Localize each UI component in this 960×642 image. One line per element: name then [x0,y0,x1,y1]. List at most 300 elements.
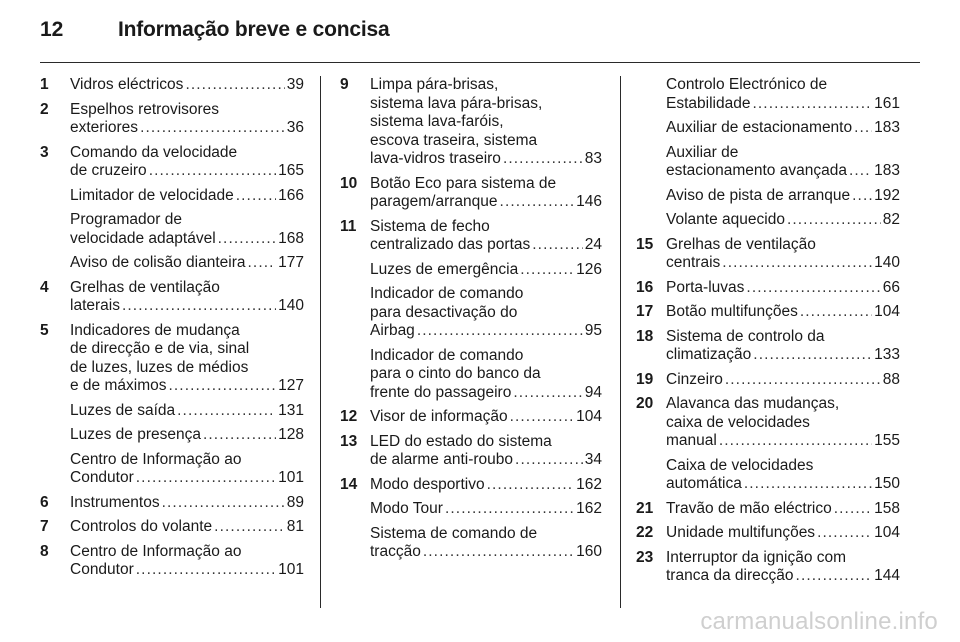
entry-text-line: frente do passageiro [370,383,512,401]
index-entry [636,395,900,451]
entry-page-ref[interactable]: 126 [576,260,602,278]
index-entry [636,119,900,138]
dot-leader [214,518,285,537]
entry-page-ref[interactable]: 95 [584,322,602,339]
entry-body [70,254,304,273]
entry-number: 2 [40,100,49,118]
entry-number [636,76,666,113]
entry-text-line: Interruptor da ignição com [666,548,847,566]
entry-page-ref[interactable]: 168 [278,229,304,247]
entry-body [370,525,602,562]
entry-last-line [370,236,602,255]
entry-body [70,187,304,206]
entry-text-line: paragem/arranque [370,193,498,210]
entry-page-ref[interactable]: 192 [874,186,900,204]
dot-leader [248,254,277,273]
entry-text-line: Controlo Electrónico de [666,76,828,93]
dot-leader [136,561,276,580]
entry-body [70,426,304,445]
entry-page-ref[interactable]: 146 [576,193,602,210]
entry-last-line [70,119,304,138]
entry-body [70,76,304,95]
entry-page-ref[interactable]: 34 [584,451,602,468]
entry-text-line: Porta-luvas [666,278,745,296]
dot-leader [487,476,575,495]
index-entry [636,303,900,322]
entry-text-line: Indicadores de mudança [70,321,240,339]
entry-page-ref[interactable]: 155 [874,432,900,449]
entry-text-line: Aviso de colisão dianteira [70,254,246,271]
entry-last-line [370,476,602,495]
entry-text-line: Aviso de pista de arranque [666,186,851,204]
entry-number: 12 [340,408,358,425]
entry-number: 15 [636,235,654,253]
dot-leader [800,303,872,322]
entry-page-ref[interactable]: 83 [584,150,602,167]
entry-last-line [70,561,304,580]
entry-number: 11 [340,217,357,235]
entry-text-line: Travão de mão eléctrico [666,499,832,517]
dot-leader [852,187,872,206]
entry-text-line: Limpa pára-brisas, [370,76,499,93]
entry-number [636,457,666,494]
entry-last-line [70,402,304,421]
entry-page-ref[interactable]: 161 [874,94,900,112]
dot-leader [136,469,276,488]
entry-text-line: Modo desportivo [370,475,485,493]
entry-number [40,402,70,421]
entry-body [370,500,602,519]
entry-number [340,347,370,403]
entry-text-line: Luzes de emergência [370,260,519,278]
entry-page-ref[interactable]: 160 [576,543,602,560]
dot-leader [500,193,575,212]
entry-text-line: Grelhas de ventilação [70,278,220,296]
entry-number [40,211,70,248]
entry-page-ref[interactable]: 162 [576,475,602,493]
index-column-2 [340,76,602,568]
entry-body [370,433,602,470]
entry-text-line: Visor de informação [370,408,508,425]
entry-last-line [666,346,900,365]
entry-text-line: manual [666,432,717,449]
entry-body [666,144,900,181]
entry-text-line: Vidros eléctricos [70,76,184,93]
index-entry [40,76,304,95]
index-entry [40,101,304,138]
entry-page-ref[interactable]: 24 [584,236,602,253]
entry-page-ref[interactable]: 89 [286,493,304,511]
entry-text-line: Luzes de presença [70,426,201,443]
entry-body [70,543,304,580]
dot-leader [746,279,880,298]
entry-body [70,101,304,138]
entry-page-ref[interactable]: 82 [882,211,900,228]
entry-last-line [70,518,304,537]
index-entry [340,433,602,470]
entry-body [666,549,900,586]
entry-body [370,285,602,341]
entry-text-line: automática [666,475,742,492]
entry-text-line: Programador de [70,211,183,228]
entry-page-ref[interactable]: 133 [874,346,900,363]
entry-text-line: Comando da velocidade [70,143,238,161]
index-entry [40,451,304,488]
index-entry [636,457,900,494]
dot-leader [122,297,276,316]
index-entry [636,211,900,230]
entry-last-line [666,95,900,114]
entry-last-line [70,494,304,513]
dot-leader [423,543,574,562]
entry-number [636,144,666,181]
index-entry [340,525,602,562]
entry-number [636,119,666,138]
entry-text-line: estacionamento avançada [666,162,847,179]
index-entry [40,322,304,396]
entry-text-line: velocidade adaptável [70,229,216,247]
entry-text-line: tracção [370,543,421,560]
dot-leader [796,567,873,586]
entry-page-ref[interactable]: 101 [278,469,304,486]
entry-text-line: para desactivação do [370,303,518,321]
entry-last-line [370,543,602,562]
index-entry [40,254,304,273]
dot-leader [719,432,872,451]
entry-last-line [666,303,900,322]
entry-last-line [370,322,602,341]
entry-last-line [666,187,900,206]
entry-last-line [370,261,602,280]
dot-leader [722,254,872,273]
index-entry [340,347,602,403]
entry-number [40,254,70,273]
entry-page-ref[interactable]: 66 [882,278,900,296]
entry-number: 6 [40,493,49,511]
index-entry [40,402,304,421]
entry-number: 20 [636,395,654,412]
entry-text-line: Cinzeiro [666,370,723,388]
index-entry [40,144,304,181]
entry-text-line: Limitador de velocidade [70,186,234,204]
index-entry [40,279,304,316]
index-entry [340,408,602,427]
entry-body [666,303,900,322]
entry-last-line [370,384,602,403]
entry-page-ref[interactable]: 140 [278,297,304,314]
entry-text-line: centralizado das portas [370,236,531,253]
index-entry [636,76,900,113]
entry-page-ref[interactable]: 36 [286,119,304,136]
entry-text-line: caixa de velocidades [666,413,810,431]
entry-page-ref[interactable]: 104 [874,303,900,320]
entry-page-ref[interactable]: 158 [874,499,900,517]
dot-leader [520,261,574,280]
entry-number [636,211,666,230]
dot-leader [532,236,582,255]
entry-last-line [370,150,602,169]
entry-text-line: Sistema de fecho [370,217,490,235]
dot-leader [162,494,285,513]
entry-body [370,347,602,403]
column-divider [320,76,321,608]
index-entry [340,500,602,519]
entry-text-line: tranca da direcção [666,567,794,584]
entry-text-line: Controlos do volante [70,518,213,535]
entry-text-line: laterais [70,297,120,314]
entry-text-line: Centro de Informação ao [70,542,242,560]
index-entry [340,76,602,169]
entry-number: 18 [636,327,654,345]
entry-text-line: Botão Eco para sistema de [370,174,557,192]
entry-last-line [666,500,900,519]
entry-body [70,518,304,537]
page-number: 12 [40,18,64,41]
index-entry [40,543,304,580]
entry-number: 3 [40,143,49,161]
entry-body [666,524,900,543]
dot-leader [185,76,284,95]
dot-leader [445,500,574,519]
entry-body [666,119,900,138]
entry-text-line: LED do estado do sistema [370,432,552,450]
column-divider [620,76,621,608]
entry-number: 8 [40,542,49,560]
entry-body [70,211,304,248]
entry-text-line: Volante aquecido [666,211,785,228]
entry-page-ref[interactable]: 104 [874,524,900,541]
index-entry [40,518,304,537]
entry-body [370,218,602,255]
entry-text-line: Auxiliar de [666,143,739,161]
entry-number: 13 [340,432,358,450]
entry-number: 23 [636,548,654,566]
entry-text-line: Luzes de saída [70,401,176,419]
index-column-3 [636,76,900,592]
entry-page-ref[interactable]: 131 [278,401,304,419]
entry-body [666,395,900,451]
entry-last-line [666,371,900,390]
entry-text-line: Estabilidade [666,94,751,112]
entry-body [666,211,900,230]
entry-text-line: escova traseira, sistema [370,131,538,149]
entry-text-line: e de máximos [70,377,167,394]
entry-text-line: sistema lava-faróis, [370,113,504,130]
entry-page-ref[interactable]: 104 [576,408,602,425]
entry-page-ref[interactable]: 94 [584,383,602,401]
entry-text-line: para o cinto do banco da [370,365,541,382]
entry-last-line [70,254,304,273]
index-entry [636,524,900,543]
entry-number: 19 [636,370,654,388]
dot-leader [787,211,881,230]
entry-body [370,476,602,495]
entry-page-ref[interactable]: 128 [278,426,304,443]
entry-text-line: Alavanca das mudanças, [666,395,840,412]
entry-number: 17 [636,303,654,320]
entry-last-line [370,500,602,519]
entry-number [40,426,70,445]
index-entry [636,187,900,206]
entry-last-line [70,426,304,445]
entry-page-ref[interactable]: 183 [874,162,900,179]
entry-body [666,279,900,298]
entry-body [370,76,602,169]
entry-last-line [370,451,602,470]
index-entry [636,328,900,365]
entry-number: 16 [636,278,654,296]
entry-number [340,285,370,341]
dot-leader [817,524,872,543]
entry-number: 10 [340,174,358,192]
entry-text-line: de alarme anti-roubo [370,451,514,468]
entry-body [666,187,900,206]
dot-leader [849,162,872,181]
entry-last-line [70,377,304,396]
dot-leader [515,451,583,470]
index-entry [40,426,304,445]
entry-last-line [666,432,900,451]
index-entry [340,175,602,212]
entry-number: 14 [340,475,358,493]
dot-leader [140,119,285,138]
index-entry [340,261,602,280]
entry-last-line [666,254,900,273]
dot-leader [752,95,872,114]
entry-text-line: Grelhas de ventilação [666,235,816,253]
entry-page-ref[interactable]: 183 [874,119,900,136]
page-header [40,18,920,58]
entry-body [70,451,304,488]
index-entry [636,549,900,586]
index-entry [636,500,900,519]
entry-last-line [666,524,900,543]
entry-page-ref[interactable]: 39 [286,76,304,93]
entry-last-line [666,567,900,586]
dot-leader [834,500,872,519]
entry-last-line [70,469,304,488]
entry-body [666,76,900,113]
index-entry [40,211,304,248]
entry-last-line [70,297,304,316]
entry-body [370,175,602,212]
entry-body [70,144,304,181]
index-entry [340,476,602,495]
dot-leader [513,384,582,403]
index-column-1 [40,76,304,586]
entry-page-ref[interactable]: 140 [874,254,900,271]
entry-text-line: Unidade multifunções [666,524,816,541]
header-divider [40,62,920,63]
entry-page-ref[interactable]: 101 [278,561,304,578]
entry-page-ref[interactable]: 81 [286,518,304,535]
entry-number [340,500,370,519]
watermark: carmanualsonline.info [700,608,938,635]
entry-page-ref[interactable]: 88 [882,370,900,388]
entry-last-line [70,230,304,249]
entry-body [70,279,304,316]
entry-last-line [370,193,602,212]
entry-number [340,261,370,280]
entry-number [636,187,666,206]
entry-text-line: Caixa de velocidades [666,456,814,474]
dot-leader [177,402,276,421]
entry-text-line: Sistema de controlo da [666,327,825,345]
dot-leader [503,150,583,169]
entry-text-line: Modo Tour [370,500,443,517]
entry-last-line [666,475,900,494]
entry-number [340,525,370,562]
dot-leader [854,119,872,138]
entry-text-line: de cruzeiro [70,162,147,179]
entry-page-ref[interactable]: 144 [874,567,900,584]
entry-body [666,371,900,390]
entry-text-line: de luzes, luzes de médios [70,358,249,376]
entry-body [666,328,900,365]
index-entry [636,279,900,298]
entry-text-line: Instrumentos [70,493,160,511]
page-title: Informação breve e concisa [118,18,390,41]
entry-text-line: de direcção e de via, sinal [70,340,250,357]
entry-number: 9 [340,76,349,93]
entry-text-line: Condutor [70,561,134,578]
dot-leader [744,475,872,494]
index-entry [340,218,602,255]
index-entry [340,285,602,341]
dot-leader [218,230,276,249]
entry-last-line [370,408,602,427]
entry-number: 7 [40,518,49,535]
entry-text-line: Auxiliar de estacionamento [666,119,853,136]
entry-page-ref[interactable]: 127 [278,377,304,394]
dot-leader [236,187,276,206]
entry-body [70,402,304,421]
entry-text-line: Condutor [70,469,134,486]
entry-text-line: lava-vidros traseiro [370,150,501,167]
entry-body [370,261,602,280]
entry-text-line: exteriores [70,119,139,136]
entry-text-line: Centro de Informação ao [70,450,242,468]
entry-number: 4 [40,278,49,296]
entry-page-ref[interactable]: 165 [278,162,304,179]
entry-page-ref[interactable]: 162 [576,500,602,517]
entry-page-ref[interactable]: 166 [278,186,304,204]
entry-page-ref[interactable]: 177 [278,254,304,271]
dot-leader [510,408,575,427]
entry-last-line [666,279,900,298]
entry-last-line [666,162,900,181]
entry-number: 22 [636,524,654,541]
entry-last-line [70,187,304,206]
entry-number [40,451,70,488]
entry-text-line: Botão multifunções [666,303,798,320]
dot-leader [725,371,881,390]
entry-body [370,408,602,427]
entry-page-ref[interactable]: 150 [874,475,900,492]
index-entry [40,187,304,206]
dot-leader [753,346,872,365]
index-entry [636,236,900,273]
dot-leader [168,377,276,396]
entry-text-line: centrais [666,254,721,271]
entry-last-line [666,119,900,138]
entry-text-line: climatização [666,346,752,363]
entry-body [666,236,900,273]
index-entry [636,371,900,390]
entry-body [666,500,900,519]
entry-number: 21 [636,499,654,517]
index-entry [636,144,900,181]
